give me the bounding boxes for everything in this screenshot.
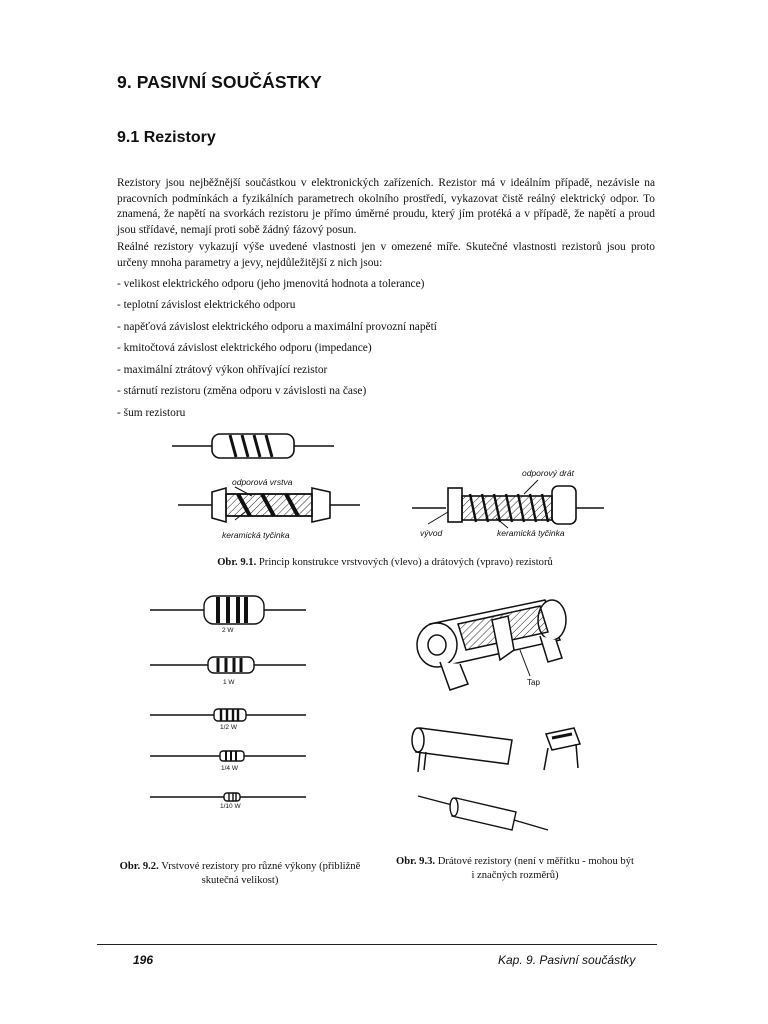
caption-fig-9-1 [180,556,590,570]
footer-divider [97,944,657,945]
chapter-title: 9. PASIVNÍ SOUČÁSTKY [117,72,322,92]
label-ceramic-rod-right: keramická tyčinka [497,528,565,538]
watt-label: 1/4 W [221,765,238,772]
paragraph-intro: Rezistory jsou nejběžnější součástkou v elektronických zařízeních. Rezistor má v ideálním případě, nezávisle na pracovních podmínkách a fyzikálních parametrech okolního prostředí, vykazovat čistě reálný elektrický odpor. To znamená, že napětí na svorkách rezistoru je přímo úměrné proudu, který jím protéká a v případě, že napětí a proud jsou střídavé, nemají proti sobě žádný fázový posun. [117,177,655,236]
caption-fig-9-3 [380,855,650,882]
film-resistor-drawing [172,434,334,458]
small-wirewound-resistor-drawing [544,728,580,770]
section-title: 9.1 Rezistory [117,129,216,146]
wirewound-resistor-section-drawing [412,480,604,528]
list-item: - velikost elektrického odporu (jeho jmenovitá hodnota a tolerance) [117,278,425,290]
paragraph-real: Reálné rezistory vykazují výše uvedené vlastnosti jen v omezené míře. Skutečné vlastnosti rezistorů jsou proto určeny mnoha parametry a jevy, nejdůležitější z nich jsou: [117,241,655,269]
watt-label: 1/10 W [220,803,241,810]
caption-number: Obr. 9.3. [396,856,436,867]
label-lead: vývod [420,528,443,538]
watt-label: 1/2 W [220,724,237,731]
list-item: - napěťová závislost elektrického odporu a maximální provozní napětí [117,321,437,333]
axial-wirewound-resistor-drawing [418,796,548,830]
running-footer-chapter: Kap. 9. Pasivní součástky [498,953,636,967]
list-item: - šum rezistoru [117,407,186,419]
watt-label: 2 W [222,627,234,634]
list-item: - kmitočtová závislost elektrického odporu (impedance) [117,342,372,354]
ceramic-wirewound-resistor-drawing [412,728,512,772]
watt-label: 1 W [223,679,235,686]
page-number: 196 [133,953,154,967]
film-resistor-section-drawing [178,487,360,522]
list-item: - teplotní závislost elektrického odporu [117,299,296,311]
list-item: - maximální ztrátový výkon ohřívající rezistor [117,364,328,376]
list-item: - stárnutí rezistoru (změna odporu v závislosti na čase) [117,385,367,397]
caption-text: i značných rozměrů) [471,869,559,881]
label-resistive-wire: odporový drát [522,468,574,478]
caption-text: Princip konstrukce vrstvových (vlevo) a drátových (vpravo) rezistorů [256,557,553,568]
label-ceramic-rod-left: keramická tyčinka [222,530,290,540]
caption-text: skutečná velikost) [201,874,279,886]
caption-text: Vrstvové rezistory pro různé výkony (přibližně [158,861,361,872]
caption-text: Drátové rezistory (není v měřítku - mohou být [435,856,634,867]
caption-number: Obr. 9.2. [119,861,159,872]
label-tap: Tap [527,678,540,687]
caption-number: Obr. 9.1. [217,557,257,568]
label-resistive-layer: odporová vrstva [232,477,293,487]
tapped-wirewound-resistor-drawing [417,600,566,690]
caption-fig-9-2 [110,860,370,887]
